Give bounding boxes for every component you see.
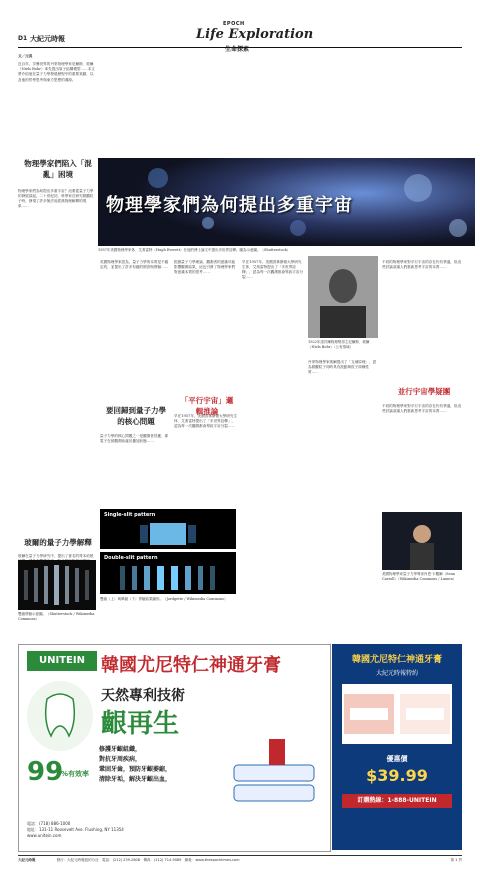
section3-text: 早在1957年，美國普林斯頓大學研究生休．艾弗雷特提出了「多世界詮釋」，認為每一次觀測都會導致宇宙分裂…… <box>174 413 238 428</box>
section1-text: 物理學家們為何提出多重宇宙？這要從量子力學的發展談起。二十世紀初，科學家在研究微觀粒子時，發現了許多無法用經典物理解釋的現象…… <box>18 188 94 209</box>
footer-right: 第 1 頁 <box>450 858 462 862</box>
double-slit-label: Double-slit pattern <box>104 555 158 561</box>
page-header <box>0 0 480 53</box>
intro-text: 近百年，享譽世界的丹麥物理學家尼爾斯．玻爾（Niels Bohr）率先提出原子結構模型……本文將介紹他在量子力學發展歷程中的重要貢獻，以及他的哲學思考與東方思想的淵源。 <box>18 62 95 82</box>
section-heading-4: 並行宇宙學疑團 <box>397 387 451 396</box>
section-heading-3: 「平行宇宙」邏輯推論 <box>180 396 234 416</box>
teeth-comparison-icon <box>342 684 452 744</box>
double-slit-pattern-icon <box>100 564 236 592</box>
col6-text: 不同的物理學家對平行宇宙的存在仍有爭議，但這些討論卻讓人們重新思考宇宙的本質…… <box>382 259 462 269</box>
page-number: D1 <box>18 35 28 42</box>
column-3 <box>100 256 170 396</box>
hero-image <box>98 158 475 246</box>
column-5 <box>308 356 378 596</box>
promo-before-after-image <box>342 684 452 744</box>
footer-middle: 發行：大紀元時報紐約分社 電話：(212) 239-2808 傳真：(212) 714-9089 網址：www.theepochtimes.com <box>56 858 240 862</box>
promo-ad <box>332 644 462 850</box>
col3-text: 英國物理學家認為，量子力學的本質是不確定的，並提出了許多有趣的假設與實驗…… <box>100 259 169 269</box>
paper-name: 大紀元時報 <box>30 34 65 43</box>
ad-address: 地址：131-11 Roosevelt Ave. Flushing, NY 11354 <box>27 827 124 832</box>
section-title-en: Life Exploration <box>196 27 314 42</box>
footer <box>18 858 462 863</box>
tooth-icon <box>27 681 93 751</box>
section2-text: 量子力學的核心問題之一是觀測者效應，即電子在被觀測前處於疊加狀態…… <box>100 433 169 443</box>
single-slit-label: Single-slit pattern <box>104 512 156 518</box>
col6-continued-text: 不同的物理學家對平行宇宙的存在仍有爭議，但這些討論卻讓人們重新思考宇宙的本質…… <box>382 403 462 413</box>
section-body-2 <box>100 430 170 506</box>
section-body-1 <box>18 185 96 575</box>
ad-product-name: 齦再生 <box>101 709 180 739</box>
right-caption: 美國物理學家量子力學專家肖恩·卡羅爾（Sean Carroll）（Wikimedia Commons / Lumen） <box>382 572 457 581</box>
ad-slogan: 天然專利技術 <box>101 688 185 704</box>
byline: 文／元真 <box>18 54 33 58</box>
promo-subtitle: 大紀元時報特約 <box>375 670 418 677</box>
footer-left: 大紀元時報 <box>18 858 36 862</box>
toothpaste-ad <box>18 644 331 852</box>
ad-badge <box>27 681 93 751</box>
header-rule <box>18 47 462 48</box>
left-caption: 雙縫實驗示意圖。（Shutterstock / Wikimedia Commons） <box>18 612 95 621</box>
ad-percent: 99 <box>27 757 64 787</box>
speaker-portrait-icon <box>382 512 462 570</box>
footer-rule <box>18 855 462 856</box>
ad-phone: 電話：(718) 886-1000 <box>27 821 71 826</box>
col4-text: 根據量子力學理論，觀測者的意識可能影響觀測結果，這也引發了物理學家們對意識本質的思考…… <box>174 259 236 274</box>
section-body-4 <box>382 400 462 510</box>
ad-brand-name: 韓國尤尼特仁神通牙膏 <box>101 655 281 676</box>
bohr-caption: 1922年諾貝爾物理獎得主尼爾斯．玻爾（Niels Bohr）（公有領域） <box>308 340 370 349</box>
double-slit-diagram-icon <box>18 560 96 610</box>
section5-text: 玻爾在量子力學研究中，提出了著名的哥本哈根 <box>18 553 94 558</box>
ad-bullet: 對抗牙周疾病， <box>99 756 142 763</box>
promo-price: $39.99 <box>366 766 428 785</box>
section-body-3 <box>174 410 238 506</box>
ad-contact <box>27 821 322 839</box>
col4-continued-text: 早在1957年，美國普林斯頓大學研究生休．艾弗雷特提出了「多世界詮釋」，認為每一次觀測都會導致宇宙分裂…… <box>242 259 304 280</box>
promo-price-label: 優惠價 <box>386 755 408 763</box>
col5-text: 丹麥物理學家玻爾提出了「互補原理」，認為微觀粒子同時具有波動與粒子兩種性質…… <box>308 359 377 374</box>
promo-title: 韓國尤尼特仁神通牙膏 <box>351 655 442 665</box>
column-6 <box>382 256 462 386</box>
section-epoch-label: EPOCH <box>223 21 245 27</box>
ad-bullet: 修護牙齦組織， <box>99 746 142 753</box>
section-heading-2: 要回歸到量子力學的核心問題 <box>106 406 166 426</box>
column-4 <box>174 256 238 386</box>
section-title-zh: 生命探索 <box>225 46 250 53</box>
ad-bullets <box>99 745 219 785</box>
ad-bullet: 鞏固牙齒，預防牙齦萎縮， <box>99 766 172 773</box>
column-5-continued <box>242 256 304 596</box>
section-heading-1: 物理學家們陷入「混亂」困境 <box>24 159 92 179</box>
ad-product-image <box>229 735 319 815</box>
ad-bullet: 清除牙垢，解決牙齦出血， <box>99 776 172 783</box>
ad-website[interactable]: www.unitein.com <box>27 833 62 838</box>
promo-contact-button[interactable]: 訂購熱線：1-888-UNITEIN <box>342 794 452 808</box>
ad-percent-note: %有效率 <box>61 770 90 778</box>
toothpaste-tube-icon <box>229 735 319 815</box>
left-photo <box>18 560 96 610</box>
hero-title: 物理學家們為何提出多重宇宙 <box>106 195 353 216</box>
section-heading-5: 玻爾的量子力學解釋 <box>24 538 92 547</box>
single-slit-image <box>100 509 236 549</box>
double-slit-image <box>100 552 236 594</box>
intro-paragraph <box>18 62 96 84</box>
carroll-photo <box>382 512 462 570</box>
bohr-photo <box>308 256 378 338</box>
single-slit-pattern-icon <box>100 521 236 547</box>
portrait-icon <box>308 256 378 338</box>
ad-brand-logo: UNITEIN <box>27 651 97 671</box>
slit-caption: 雙縫（上）與單縫（下）實驗結果圖形。（Jordgette / Wikimedia Commons） <box>100 597 228 601</box>
hero-caption: 1957年美國物理學家休．艾弗雷特（Hugh Everett）在他的博士論文中提出多世界詮釋。圖為示意圖。（Shutterstock） <box>98 248 291 252</box>
